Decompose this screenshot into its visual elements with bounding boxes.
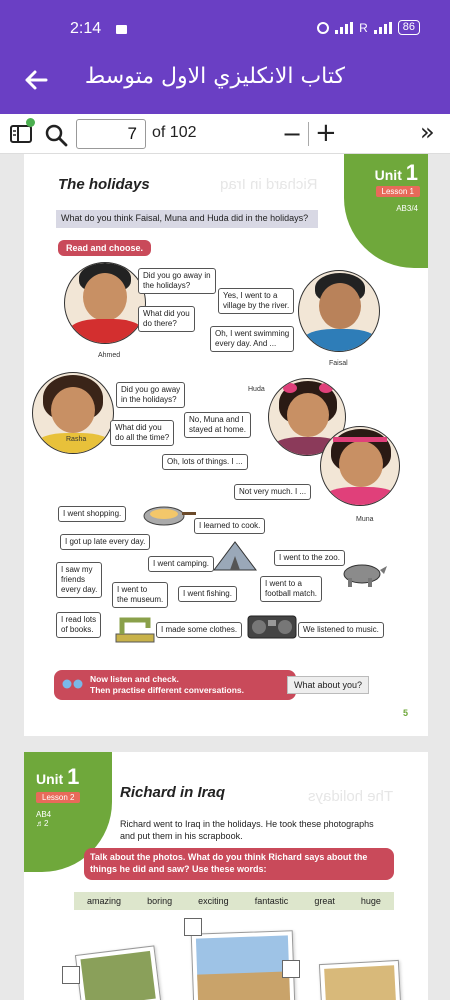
choice-learned-to-cook: I learned to cook.: [194, 518, 265, 534]
talk-about-photos-instruction: Talk about the photos. What do you think Richard says about the things he did and saw? Use these words:: [84, 848, 394, 880]
word-item: exciting: [198, 896, 229, 906]
page-title-2: Richard in Iraq: [120, 784, 226, 801]
rhino-icon: [338, 558, 388, 588]
instruction-read-choose: Read and choose.: [58, 240, 151, 256]
bubble-what-did-you-do-all: What did you do all the time?: [110, 420, 174, 446]
app-title: كتاب الانكليزي الاول متوسط: [84, 64, 345, 89]
photo-man: [75, 945, 161, 1000]
muna-portrait: [320, 426, 400, 506]
choice-went-to-museum: I went to the museum.: [112, 582, 168, 608]
footer-line-1: Now listen and check.: [90, 674, 179, 684]
headphones-icon: [62, 678, 84, 690]
question-text: What do you think Faisal, Muna and Huda did in the holidays?: [56, 210, 318, 228]
network-label: R: [359, 20, 368, 35]
lesson-badge-2: Lesson 2: [36, 792, 80, 803]
photo-ziggurat: [319, 960, 401, 1000]
page-title: The holidays: [58, 176, 150, 193]
page-total: of 102: [152, 124, 197, 141]
bubble-what-did-you-do: What did you do there?: [138, 306, 195, 332]
photo-ruins: [191, 930, 296, 1000]
ghost-title: Richard in Iraq: [220, 176, 318, 193]
choice-went-shopping: I went shopping.: [58, 506, 126, 522]
bubble-went-swimming: Oh, I went swimming every day. And ...: [210, 326, 294, 352]
photo-corner: [282, 960, 300, 978]
search-icon[interactable]: [44, 123, 68, 147]
choice-made-clothes: I made some clothes.: [156, 622, 242, 638]
reader-toolbar: [0, 114, 450, 154]
what-about-you-box: What about you?: [287, 676, 369, 694]
tent-icon: [210, 540, 260, 572]
next-chapter-button[interactable]: »: [420, 118, 435, 146]
choice-went-camping: I went camping.: [148, 556, 214, 572]
unit-corner: [344, 154, 428, 268]
bubble-not-very-much: Not very much. I ...: [234, 484, 311, 500]
app-bar: [0, 50, 450, 114]
ghost-title-2: The holidays: [308, 788, 394, 805]
frying-pan-icon: [140, 498, 196, 530]
audio-icon: ♬: [36, 819, 44, 828]
bubble-stayed-at-home: No, Muna and I stayed at home.: [184, 412, 251, 438]
word-bank: [74, 892, 394, 910]
lesson-badge: Lesson 1: [376, 186, 420, 197]
word-item: amazing: [87, 896, 122, 906]
book-icon[interactable]: [10, 124, 32, 144]
page-number-input[interactable]: 7: [76, 119, 146, 149]
activity-book-ref: AB3/4: [396, 204, 418, 213]
ahmed-portrait: [64, 262, 146, 344]
activity-book-ref-2: AB4 ♬2: [36, 810, 52, 828]
battery-indicator: 86: [398, 20, 420, 35]
listen-check-instruction: [54, 670, 296, 700]
toolbar-divider: [308, 122, 309, 146]
radio-icon: [246, 610, 298, 640]
bubble-did-you-go-away-2: Did you go away in the holidays?: [116, 382, 185, 408]
book-page-6[interactable]: [24, 752, 428, 1000]
word-item: huge: [360, 896, 381, 906]
photo-corner: [184, 918, 202, 936]
photo-corner: [62, 966, 80, 984]
name-muna: Muna: [356, 516, 374, 523]
zoom-in-button[interactable]: +: [315, 118, 337, 148]
word-item: fantastic: [254, 896, 289, 906]
unit-label-2: Unit 1: [36, 764, 80, 789]
choice-read-books: I read lots of books.: [56, 612, 101, 638]
zoom-out-button[interactable]: −: [282, 120, 303, 148]
page-number: 5: [402, 708, 408, 718]
signal-icon-2: [374, 22, 392, 34]
name-faisal: Faisal: [329, 360, 348, 367]
name-huda: Huda: [248, 386, 265, 393]
bubble-lots-of-things: Oh, lots of things. I ...: [162, 454, 248, 470]
word-item: great: [314, 896, 335, 906]
status-icons: [317, 20, 420, 35]
unit-label: Unit 1: [374, 160, 418, 185]
choice-got-up-late: I got up late every day.: [60, 534, 150, 550]
word-item: boring: [147, 896, 173, 906]
choice-listened-to-music: We listened to music.: [298, 622, 384, 638]
footer-line-2: Then practise different conversations.: [90, 685, 244, 695]
bubble-did-you-go-away-1: Did you go away in the holidays?: [138, 268, 216, 294]
status-time: 2:14: [70, 20, 102, 37]
sewing-machine-icon: [112, 612, 158, 644]
mail-icon: [116, 25, 127, 34]
faisal-portrait: [298, 270, 380, 352]
name-ahmed: Ahmed: [98, 352, 121, 359]
choice-went-fishing: I went fishing.: [178, 586, 237, 602]
body-text: Richard went to Iraq in the holidays. He took these photographs and put them in his scrapbook.: [120, 819, 374, 841]
book-page-5[interactable]: [24, 154, 428, 736]
bubble-village-by-river: Yes, I went to a village by the river.: [218, 288, 294, 314]
choice-went-to-zoo: I went to the zoo.: [274, 550, 345, 566]
name-rasha: Rasha: [66, 436, 87, 443]
choice-football-match: I went to a football match.: [260, 576, 322, 602]
alarm-icon: [317, 22, 329, 34]
signal-icon: [335, 22, 353, 34]
choice-saw-friends: I saw my friends every day.: [56, 562, 102, 598]
notification-dot: [26, 118, 35, 127]
back-arrow-icon[interactable]: [20, 64, 52, 96]
